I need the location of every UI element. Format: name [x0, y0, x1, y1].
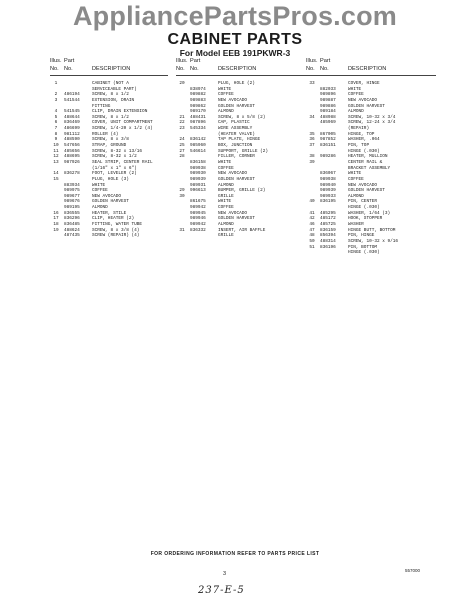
part-description: HINGE (.030) [348, 148, 380, 154]
part-number: 838974 [190, 86, 206, 92]
part-number: 485295 [320, 210, 336, 216]
parts-rows [50, 81, 168, 239]
part-number: 488314 [320, 238, 336, 244]
part-description: CAP, PLASTIC [218, 120, 250, 126]
illus-number: 11 [53, 148, 59, 154]
part-number: 487435 [64, 233, 80, 239]
part-number: 485172 [320, 216, 336, 222]
part-description: SCREW, 8 x 5/8 (2) [218, 114, 266, 120]
part-description: GOLDEN HARVEST [218, 176, 255, 182]
illus-number: 34 [309, 114, 315, 120]
ordering-note: FOR ORDERING INFORMATION REFER TO PARTS PRICE LIST [150, 551, 320, 557]
part-number: 989946 [190, 216, 206, 222]
parts-rows [176, 81, 306, 239]
part-description: WASHER [348, 222, 364, 228]
part-number: 883934 [64, 182, 80, 188]
part-description: COFFEE [348, 176, 364, 182]
part-number: 836151 [320, 143, 336, 149]
part-number: 989862 [190, 103, 206, 109]
parts-row [50, 233, 168, 239]
part-description: (HEATER VALVE) [218, 131, 255, 137]
part-number: 836296 [64, 216, 80, 222]
illus-number: 41 [309, 210, 315, 216]
part-description: WASHER, .064 [348, 137, 380, 143]
part-number: 861675 [190, 199, 206, 205]
part-description: SCREW, 12-24 x 3/4 [348, 120, 396, 126]
illus-number: 25 [179, 143, 185, 149]
illus-number: 14 [53, 171, 59, 177]
illus-number: 29 [179, 188, 185, 194]
illus-number: 6 [54, 120, 58, 126]
part-description: CABINET (NOT A [92, 81, 129, 86]
illus-number: 24 [179, 137, 185, 143]
illus-number: 9 [54, 137, 58, 143]
parts-column-1 [50, 57, 168, 239]
part-number: 541545 [64, 109, 80, 115]
illus-number: 42 [309, 216, 315, 222]
part-number: 488988 [320, 114, 336, 120]
header-illus: Illus. [306, 58, 318, 64]
part-number: 989938 [190, 165, 206, 171]
part-description: WHITE [348, 86, 362, 92]
part-description: WHITE [218, 86, 232, 92]
illus-number: 38 [309, 154, 315, 160]
column-header [306, 57, 436, 76]
part-description: GOLDEN HARVEST [218, 216, 255, 222]
part-description: COFFEE [348, 92, 364, 98]
part-description: GRILLE [218, 233, 234, 239]
header-part: Part [190, 58, 201, 64]
part-number: 485656 [64, 148, 80, 154]
part-number: 987852 [320, 137, 336, 143]
part-description: WIRE ASSEMBLY [218, 126, 253, 132]
illus-number: 40 [309, 199, 315, 205]
part-description: COFFEE [218, 92, 234, 98]
part-description: GOLDEN HARVEST [348, 103, 385, 109]
illus-number: 27 [179, 148, 185, 154]
illus-number: 33 [309, 81, 315, 86]
part-description: SCREW, 8-32 x 13/16 [92, 148, 143, 154]
page-number: 3 [223, 571, 227, 577]
part-number: 545334 [190, 126, 206, 132]
part-number: 989933 [320, 193, 336, 199]
part-number: 989975 [64, 188, 80, 194]
parts-column-3 [306, 57, 436, 256]
illus-number: 51 [309, 244, 315, 250]
part-description: SERVICEABLE PART) [92, 86, 137, 92]
illus-number: 23 [179, 126, 185, 132]
part-number: 836067 [320, 171, 336, 177]
part-description: BRACKET ASSEMBLY [348, 165, 391, 171]
part-description: GOLDEN HARVEST [92, 199, 129, 205]
illus-number: 18 [53, 222, 59, 228]
part-description: SCREW, 10-32 x 9/16 [348, 238, 399, 244]
part-number: 485725 [320, 222, 336, 228]
site-watermark-banner: AppliancePartsPros.com [72, 1, 397, 31]
header-part-no: No. [320, 66, 329, 72]
part-number: 836332 [190, 227, 206, 233]
part-description: ROLLER (4) [92, 131, 119, 137]
illus-number: 5 [54, 114, 58, 120]
part-description: COFFEE [218, 205, 234, 211]
part-number: 989945 [190, 210, 206, 216]
illus-number: 19 [53, 227, 59, 233]
part-description: STRAP, GROUND [92, 143, 127, 149]
illus-number: 3 [54, 97, 58, 103]
part-description: WHITE [218, 199, 232, 205]
part-number: 836158 [190, 159, 206, 165]
part-description: INSERT, AIR BAFFLE [218, 227, 266, 233]
part-number: 836142 [190, 137, 206, 143]
part-number: 989942 [190, 222, 206, 228]
illus-number: 15 [53, 176, 59, 182]
illus-number: 2 [54, 92, 58, 98]
part-description: BUMPER, GRILLE (2) [218, 188, 266, 194]
part-description: (REPAIR) [348, 126, 370, 132]
part-number: 989887 [320, 97, 336, 103]
part-description: SCREW, 8 x 1/2 [92, 114, 129, 120]
part-number: 541544 [64, 97, 80, 103]
part-number: 989195 [64, 205, 80, 211]
part-number: 989677 [64, 193, 80, 199]
illus-number: 1 [54, 81, 58, 86]
part-description: GOLDEN HARVEST [218, 103, 255, 109]
part-number: 882033 [320, 86, 336, 92]
part-number: 836196 [320, 244, 336, 250]
header-no: No. [306, 66, 315, 72]
illus-number: 13 [53, 159, 59, 165]
part-number: 488590 [64, 137, 80, 143]
part-description: ALMOND [348, 109, 364, 115]
part-description: PIN, TOP [348, 143, 370, 149]
part-number: 836469 [64, 120, 80, 126]
part-description: SCREW (REPAIR) (4) [92, 233, 140, 239]
page-title: CABINET PARTS [167, 31, 303, 48]
part-description: HINGE BUTT, BOTTOM [348, 227, 396, 233]
part-description: SCREW, 1/4-20 x 1/2 (4) [92, 126, 153, 132]
part-description: COVER, UNIT COMPARTMENT [92, 120, 153, 126]
part-description: NEW AVOCADO [218, 210, 247, 216]
part-description: PIN, BOTTOM [348, 244, 377, 250]
illus-number: 46 [309, 222, 315, 228]
part-description: HEATER, STILE [92, 210, 127, 216]
header-description: DESCRIPTION [92, 66, 131, 72]
part-description: PLUG, HOLE (2) [218, 81, 255, 86]
part-number: 836555 [64, 210, 80, 216]
parts-rows [306, 81, 436, 256]
part-number: 987926 [64, 159, 80, 165]
part-description: COFFEE [218, 165, 234, 171]
part-number: 836278 [64, 171, 80, 177]
part-description: NEW AVOCADO [348, 182, 377, 188]
part-number: 989896 [320, 92, 336, 98]
part-description: FOOT, LEVELER (2) [92, 171, 137, 177]
part-number: 488624 [64, 227, 80, 233]
part-description: SEAL STRIP, CENTER RAIL [92, 159, 153, 165]
part-description: ALMOND [218, 182, 234, 188]
illus-number: 47 [309, 227, 315, 233]
part-description: PIN, HINGE [348, 233, 375, 239]
header-part: Part [320, 58, 331, 64]
part-number: 488695 [64, 154, 80, 160]
part-description: HINGE (.030) [348, 250, 380, 256]
header-part: Part [64, 58, 75, 64]
part-description: SCREW, 8 x 3/8 (4) [92, 227, 140, 233]
part-description: NEW AVOCADO [348, 97, 377, 103]
part-number: 486699 [64, 126, 80, 132]
illus-number: 48 [309, 233, 315, 239]
part-description: ALMOND [348, 193, 364, 199]
illus-number: 37 [309, 143, 315, 149]
part-number: 989676 [64, 199, 80, 205]
part-number: 547656 [64, 143, 80, 149]
header-part-no: No. [190, 66, 199, 72]
illus-number: 35 [309, 131, 315, 137]
illus-number: 22 [179, 120, 185, 126]
part-description: HINGE, TOP [348, 131, 375, 137]
part-description: SCREW, 8 x 3/8 [92, 137, 129, 143]
illus-number: 8 [54, 131, 58, 137]
illus-number: 17 [53, 216, 59, 222]
part-description: NEW AVOCADO [218, 171, 247, 177]
part-description: GOLDEN HARVEST [348, 188, 385, 194]
header-illus: Illus. [176, 58, 188, 64]
parts-column-2 [176, 57, 306, 239]
part-number: 981112 [64, 131, 80, 137]
part-description: CLIP, HEATER (2) [92, 216, 135, 222]
part-number: 488644 [64, 114, 80, 120]
column-header [176, 57, 306, 76]
part-number: 989882 [190, 92, 206, 98]
illus-number: 7 [54, 126, 58, 132]
part-description: HOOK, STOPPER [348, 216, 383, 222]
illus-number: 31 [179, 227, 185, 233]
part-number: 989938 [320, 176, 336, 182]
part-number: 836159 [320, 227, 336, 233]
part-description: GRILLE [218, 193, 234, 199]
document-code: 557000 [405, 568, 421, 573]
illus-number: 20 [179, 81, 185, 86]
part-number: 836195 [320, 199, 336, 205]
part-number: 985960 [190, 143, 206, 149]
part-description: WHITE [92, 182, 106, 188]
header-description: DESCRIPTION [218, 66, 257, 72]
illus-number: 4 [54, 109, 58, 115]
part-number: 546614 [190, 148, 206, 154]
part-description: COFFEE [92, 188, 108, 194]
part-description: ALMOND [218, 109, 234, 115]
part-description: HEATER, MULLION [348, 154, 388, 160]
part-description: EXTENSION, DRAIN [92, 97, 135, 103]
part-description: ALMOND [218, 222, 234, 228]
header-description: DESCRIPTION [348, 66, 387, 72]
illus-number: 39 [309, 159, 315, 165]
part-description: COVER, HINGE [348, 81, 380, 86]
part-description: FITTING [92, 103, 111, 109]
part-number: 989939 [190, 176, 206, 182]
handwritten-note: 237-E-5 [198, 585, 245, 596]
part-number: 989286 [320, 154, 336, 160]
illus-number: 16 [53, 210, 59, 216]
part-number: 989940 [320, 182, 336, 188]
illus-number: 50 [309, 238, 315, 244]
part-description: SCREW, 8-32 x 1/2 [92, 154, 137, 160]
header-part-no: No. [64, 66, 73, 72]
part-number: 989883 [190, 97, 206, 103]
part-number: 989170 [190, 109, 206, 115]
part-description: PIN, CENTER [348, 199, 377, 205]
illus-number: 10 [53, 143, 59, 149]
header-illus: Illus. [50, 58, 62, 64]
part-description: PLUG, HOLE (3) [92, 176, 129, 182]
part-description: ALMOND [92, 205, 108, 211]
illus-number: 21 [179, 114, 185, 120]
part-number: 989942 [190, 205, 206, 211]
part-description: WHITE [218, 159, 232, 165]
column-header [50, 57, 168, 76]
part-number: 485969 [320, 120, 336, 126]
part-number: 989886 [320, 103, 336, 109]
part-description: CLIP, DRAIN EXTENSION [92, 109, 148, 115]
illus-number: 36 [309, 137, 315, 143]
part-number: 989930 [190, 171, 206, 177]
part-description: WHITE [348, 171, 362, 177]
part-description: NEW AVOCADO [92, 193, 121, 199]
part-description: CENTER RAIL & [348, 159, 383, 165]
part-number: 836485 [64, 222, 80, 228]
part-description: TAP PLATE, HINGE [218, 137, 261, 143]
part-description: FILLER, CORNER [218, 154, 255, 160]
part-number: 989939 [320, 188, 336, 194]
part-description: HINGE (.030) [348, 205, 380, 211]
part-number: 486194 [64, 92, 80, 98]
part-number: 996613 [190, 188, 206, 194]
part-number: 488431 [190, 114, 206, 120]
header-no: No. [50, 66, 59, 72]
illus-number: 28 [179, 154, 185, 160]
illus-number: 12 [53, 154, 59, 160]
parts-row [306, 250, 436, 256]
part-number: 856394 [320, 233, 336, 239]
part-description: FITTING, WATER TUBE [92, 222, 143, 228]
part-description: BOX, JUNCTION [218, 143, 253, 149]
part-description: NEW AVOCADO [218, 97, 247, 103]
part-description: SCREW, 8 x 1/2 [92, 92, 129, 98]
part-number: 989184 [320, 109, 336, 115]
illus-number: 30 [179, 193, 185, 199]
part-number: 989931 [190, 182, 206, 188]
header-no: No. [176, 66, 185, 72]
part-description: SUPPORT, GRILLE (2) [218, 148, 269, 154]
parts-row [176, 233, 306, 239]
part-number: 867005 [320, 131, 336, 137]
part-number: 987896 [190, 120, 206, 126]
part-description: (1/16" x 1" x 6") [92, 165, 137, 171]
model-subtitle: For Model EEB 191PKWR-3 [179, 48, 291, 58]
part-description: SCREW, 10-32 x 3/4 [348, 114, 396, 120]
part-description: WASHER, 1/64 (3) [348, 210, 391, 216]
